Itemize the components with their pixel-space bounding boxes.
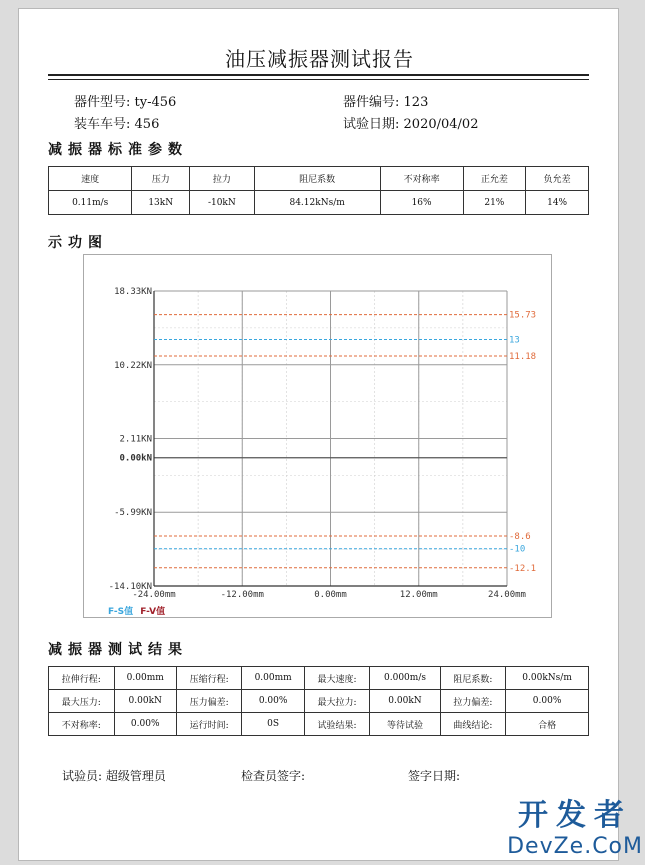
std-value-cell: 21% (463, 191, 526, 215)
legend-fv: F-V值 (140, 607, 166, 617)
std-header-cell: 速度 (49, 167, 132, 191)
chart-legend (108, 604, 165, 617)
std-header-cell: 阻尼系数 (254, 167, 380, 191)
result-label-cell: 最大压力: (49, 690, 115, 713)
result-label-cell: 试验结果: (304, 713, 370, 736)
reference-line-label: -8.6 (509, 531, 531, 542)
reference-line-label: 13 (509, 335, 520, 346)
report-title: 油压减振器测试报告 (225, 47, 414, 71)
y-tick-label: 0.00kN (119, 453, 152, 464)
y-tick-label: 18.33KN (114, 287, 152, 297)
test-date: 试验日期: 2020/04/02 (343, 117, 479, 132)
result-value-cell: 0.000m/s (370, 667, 440, 690)
result-value-cell: 0.00kNs/m (506, 667, 589, 690)
result-label-cell: 压缩行程: (176, 667, 242, 690)
tester-signature: 试验员: 超级管理员 (62, 769, 166, 783)
result-value-cell: 0.00kN (370, 690, 440, 713)
report-page (18, 8, 619, 861)
y-tick-label: -5.99KN (114, 508, 152, 519)
result-value-cell: 0.00% (506, 690, 589, 713)
device-number: 器件编号: 123 (343, 95, 429, 110)
diagram-section-title: 示功图 (48, 235, 108, 251)
result-label-cell: 曲线结论: (440, 713, 506, 736)
std-header-cell: 不对称率 (380, 167, 463, 191)
std-value-cell: 14% (526, 191, 589, 215)
result-label-cell: 拉力偏差: (440, 690, 506, 713)
std-value-cell: 0.11m/s (49, 191, 132, 215)
result-value-cell: 0.00mm (242, 667, 304, 690)
x-tick-label: 12.00mm (399, 590, 438, 600)
result-value-cell: 0.00% (242, 690, 304, 713)
legend-fs: F-S值 (108, 607, 134, 617)
site-watermark: 开发者 DevZe.CoM (507, 798, 643, 859)
results-row (49, 690, 589, 713)
sign-date: 签字日期: (408, 769, 461, 783)
std-value-cell: 16% (380, 191, 463, 215)
result-label-cell: 压力偏差: (176, 690, 242, 713)
result-label-cell: 最大速度: (304, 667, 370, 690)
std-header-cell: 负允差 (526, 167, 589, 191)
result-label-cell: 最大拉力: (304, 690, 370, 713)
result-value-cell: 0.00% (114, 713, 176, 736)
indicator-diagram (83, 254, 552, 618)
result-value-cell: 0.00kN (114, 690, 176, 713)
standard-section-title: 减振器标准参数 (48, 142, 188, 158)
title-rule-thin (48, 79, 589, 80)
result-label-cell: 阻尼系数: (440, 667, 506, 690)
results-section-title: 减振器测试结果 (48, 642, 188, 658)
result-label-cell: 运行时间: (176, 713, 242, 736)
std-header-cell: 拉力 (190, 167, 255, 191)
car-number: 装车车号: 456 (74, 117, 160, 132)
result-value-cell: 合格 (506, 713, 589, 736)
result-value-cell: 0.00mm (114, 667, 176, 690)
std-value-cell: 84.12kNs/m (254, 191, 380, 215)
x-tick-label: -12.00mm (220, 590, 264, 600)
reference-line-label: -10 (509, 544, 526, 555)
inspector-signature: 检查员签字: (241, 769, 306, 783)
indicator-chart (84, 255, 551, 617)
std-header-cell: 压力 (132, 167, 190, 191)
x-tick-label: 24.00mm (488, 590, 526, 600)
reference-line-label: 11.18 (509, 352, 537, 363)
std-header-cell: 正允差 (463, 167, 526, 191)
results-row (49, 667, 589, 690)
result-value-cell: 0S (242, 713, 304, 736)
x-tick-label: -24.00mm (132, 590, 176, 600)
x-tick-label: 0.00mm (314, 590, 347, 600)
title-rule-thick (48, 74, 589, 76)
standard-params-table (48, 166, 589, 215)
std-value-cell: 13kN (132, 191, 190, 215)
y-tick-label: 2.11KN (119, 434, 152, 445)
y-tick-label: 10.22KN (114, 360, 152, 371)
y-tick-label: -14.10KN (108, 582, 152, 592)
std-value-cell: -10kN (190, 191, 255, 215)
reference-line-label: 15.73 (509, 310, 537, 321)
results-table (48, 666, 589, 736)
result-label-cell: 不对称率: (49, 713, 115, 736)
result-value-cell: 等待试验 (370, 713, 440, 736)
results-row (49, 713, 589, 736)
device-model: 器件型号: ty-456 (74, 95, 177, 110)
reference-line-label: -12.1 (509, 563, 537, 574)
result-label-cell: 拉伸行程: (49, 667, 115, 690)
